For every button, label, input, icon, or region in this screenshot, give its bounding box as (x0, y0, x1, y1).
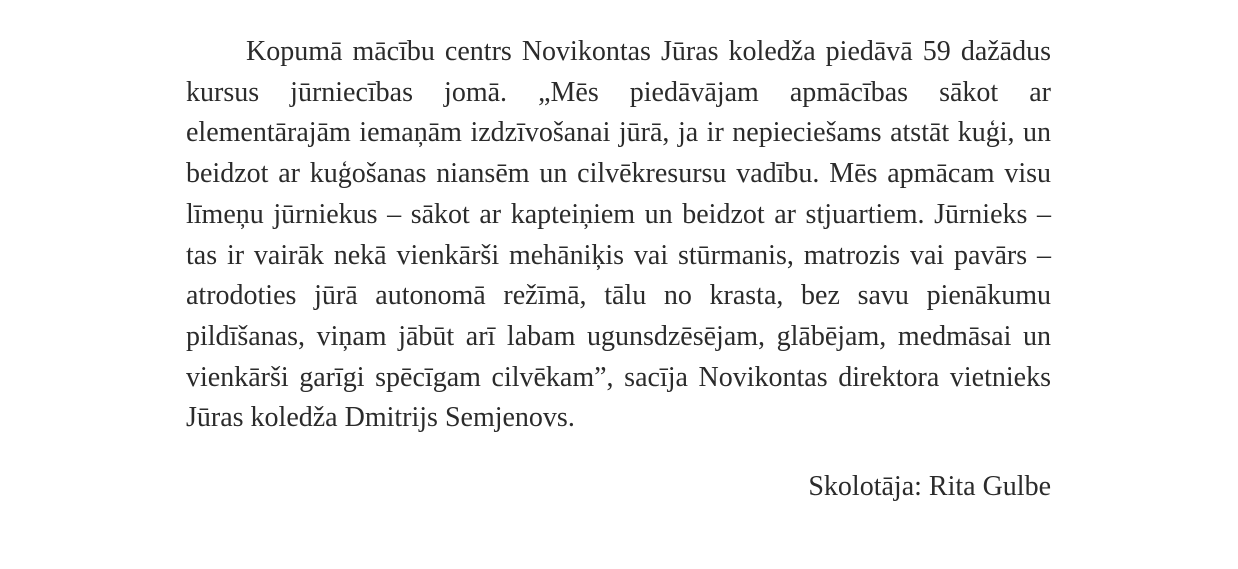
teacher-signature: Skolotāja: Rita Gulbe (808, 471, 1051, 503)
body-paragraph: Kopumā mācību centrs Novikontas Jūras koledža piedāvā 59 dažādus kursus jūrniecības jomā. „Mēs piedāvājam apmācības sākot ar elementārajām iemaņām izdzīvošanai jūrā, ja ir nepieciešams atstāt kuģi, un beidzot ar kuģošanas niansēm un cilvēkresursu vadību. Mēs apmācam visu līmeņu jūrniekus – sākot ar kapteiņiem un beidzot ar stjuartiem. Jūrnieks – tas ir vairāk nekā vienkārši mehāniķis vai stūrmanis, matrozis vai pavārs – atrodoties jūrā autonomā režīmā, tālu no krasta, bez savu pienākumu pildīšanas, viņam jābūt arī labam ugunsdzēsējam, glābējam, medmāsai un vienkārši garīgi spēcīgam cilvēkam”, sacīja Novikontas direktora vietnieks Jūras koledža Dmitrijs Semjenovs. (186, 36, 1051, 434)
document-page (186, 32, 1051, 508)
